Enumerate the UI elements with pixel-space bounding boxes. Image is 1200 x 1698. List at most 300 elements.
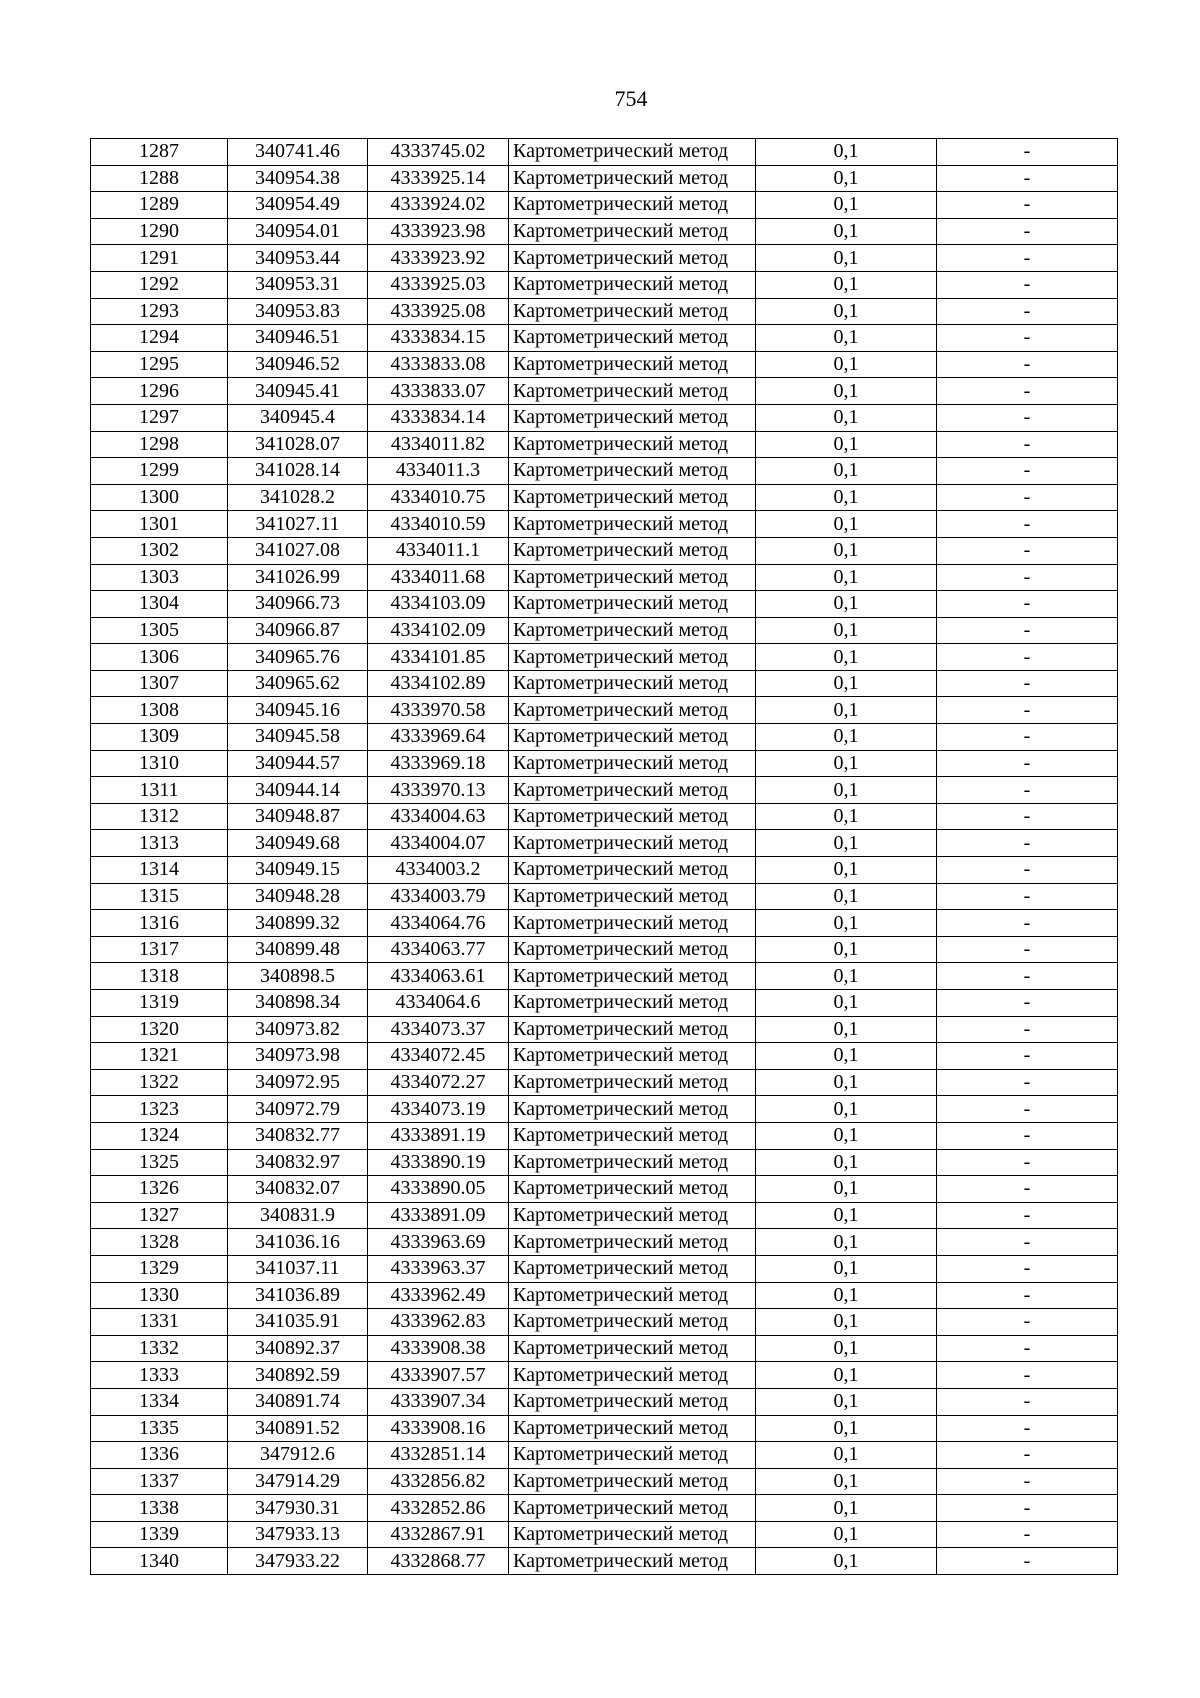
method-cell: Картометрический метод: [509, 218, 756, 245]
point-number-cell: 1289: [91, 192, 228, 219]
accuracy-cell: 0,1: [756, 1335, 937, 1362]
y-coordinate-cell: 4333891.09: [368, 1202, 509, 1229]
y-coordinate-cell: 4333907.34: [368, 1388, 509, 1415]
point-number-cell: 1298: [91, 431, 228, 458]
x-coordinate-cell: 341037.11: [228, 1255, 368, 1282]
accuracy-cell: 0,1: [756, 1202, 937, 1229]
description-cell: -: [937, 298, 1118, 325]
accuracy-cell: 0,1: [756, 404, 937, 431]
x-coordinate-cell: 340965.76: [228, 644, 368, 671]
x-coordinate-cell: 340953.44: [228, 245, 368, 272]
accuracy-cell: 0,1: [756, 777, 937, 804]
accuracy-cell: 0,1: [756, 431, 937, 458]
table-row: [91, 990, 1118, 1017]
y-coordinate-cell: 4333924.02: [368, 192, 509, 219]
accuracy-cell: 0,1: [756, 1149, 937, 1176]
point-number-cell: 1305: [91, 617, 228, 644]
point-number-cell: 1319: [91, 990, 228, 1017]
accuracy-cell: 0,1: [756, 1521, 937, 1548]
y-coordinate-cell: 4334072.45: [368, 1043, 509, 1070]
accuracy-cell: 0,1: [756, 351, 937, 378]
x-coordinate-cell: 340832.77: [228, 1122, 368, 1149]
method-cell: Картометрический метод: [509, 1495, 756, 1522]
point-number-cell: 1301: [91, 511, 228, 538]
method-cell: Картометрический метод: [509, 644, 756, 671]
x-coordinate-cell: 347930.31: [228, 1495, 368, 1522]
accuracy-cell: 0,1: [756, 990, 937, 1017]
method-cell: Картометрический метод: [509, 1176, 756, 1203]
x-coordinate-cell: 341027.11: [228, 511, 368, 538]
method-cell: Картометрический метод: [509, 1282, 756, 1309]
x-coordinate-cell: 341036.16: [228, 1229, 368, 1256]
y-coordinate-cell: 4334003.2: [368, 857, 509, 884]
x-coordinate-cell: 341026.99: [228, 564, 368, 591]
x-coordinate-cell: 340965.62: [228, 670, 368, 697]
table-row: [91, 1442, 1118, 1469]
table-row: [91, 1202, 1118, 1229]
x-coordinate-cell: 347933.22: [228, 1548, 368, 1575]
description-cell: -: [937, 1495, 1118, 1522]
y-coordinate-cell: 4333962.49: [368, 1282, 509, 1309]
point-number-cell: 1313: [91, 830, 228, 857]
description-cell: -: [937, 1521, 1118, 1548]
x-coordinate-cell: 340949.15: [228, 857, 368, 884]
description-cell: -: [937, 1415, 1118, 1442]
description-cell: -: [937, 218, 1118, 245]
accuracy-cell: 0,1: [756, 458, 937, 485]
y-coordinate-cell: 4332856.82: [368, 1468, 509, 1495]
description-cell: -: [937, 1282, 1118, 1309]
table-row: [91, 1309, 1118, 1336]
table-row: [91, 1415, 1118, 1442]
x-coordinate-cell: 341028.2: [228, 484, 368, 511]
table-row: [91, 1388, 1118, 1415]
point-number-cell: 1307: [91, 670, 228, 697]
method-cell: Картометрический метод: [509, 1362, 756, 1389]
y-coordinate-cell: 4334063.61: [368, 963, 509, 990]
page-number: 754: [614, 86, 648, 111]
x-coordinate-cell: 340891.74: [228, 1388, 368, 1415]
table-row: [91, 697, 1118, 724]
accuracy-cell: 0,1: [756, 1176, 937, 1203]
description-cell: -: [937, 1229, 1118, 1256]
y-coordinate-cell: 4334102.89: [368, 670, 509, 697]
point-number-cell: 1296: [91, 378, 228, 405]
description-cell: -: [937, 139, 1118, 166]
accuracy-cell: 0,1: [756, 910, 937, 937]
table-row: [91, 1282, 1118, 1309]
method-cell: Картометрический метод: [509, 910, 756, 937]
point-number-cell: 1309: [91, 724, 228, 751]
point-number-cell: 1310: [91, 750, 228, 777]
y-coordinate-cell: 4333963.69: [368, 1229, 509, 1256]
table-row: [91, 1149, 1118, 1176]
point-number-cell: 1328: [91, 1229, 228, 1256]
accuracy-cell: 0,1: [756, 1069, 937, 1096]
accuracy-cell: 0,1: [756, 617, 937, 644]
table-row: [91, 165, 1118, 192]
y-coordinate-cell: 4333963.37: [368, 1255, 509, 1282]
point-number-cell: 1331: [91, 1309, 228, 1336]
description-cell: -: [937, 1255, 1118, 1282]
table-row: [91, 617, 1118, 644]
description-cell: -: [937, 644, 1118, 671]
point-number-cell: 1333: [91, 1362, 228, 1389]
y-coordinate-cell: 4334064.6: [368, 990, 509, 1017]
description-cell: -: [937, 165, 1118, 192]
x-coordinate-cell: 340944.14: [228, 777, 368, 804]
description-cell: -: [937, 484, 1118, 511]
point-number-cell: 1325: [91, 1149, 228, 1176]
method-cell: Картометрический метод: [509, 1468, 756, 1495]
accuracy-cell: 0,1: [756, 857, 937, 884]
accuracy-cell: 0,1: [756, 1442, 937, 1469]
description-cell: -: [937, 1096, 1118, 1123]
method-cell: Картометрический метод: [509, 192, 756, 219]
accuracy-cell: 0,1: [756, 1468, 937, 1495]
point-number-cell: 1287: [91, 139, 228, 166]
accuracy-cell: 0,1: [756, 511, 937, 538]
table-row: [91, 857, 1118, 884]
table-row: [91, 378, 1118, 405]
description-cell: -: [937, 431, 1118, 458]
table-row: [91, 803, 1118, 830]
table-row: [91, 830, 1118, 857]
table-row: [91, 1548, 1118, 1575]
description-cell: -: [937, 936, 1118, 963]
x-coordinate-cell: 340898.34: [228, 990, 368, 1017]
table-row: [91, 1495, 1118, 1522]
method-cell: Картометрический метод: [509, 564, 756, 591]
point-number-cell: 1304: [91, 591, 228, 618]
description-cell: -: [937, 458, 1118, 485]
description-cell: -: [937, 1202, 1118, 1229]
y-coordinate-cell: 4333745.02: [368, 139, 509, 166]
x-coordinate-cell: 340892.37: [228, 1335, 368, 1362]
description-cell: -: [937, 1043, 1118, 1070]
x-coordinate-cell: 340945.41: [228, 378, 368, 405]
y-coordinate-cell: 4333908.38: [368, 1335, 509, 1362]
method-cell: Картометрический метод: [509, 511, 756, 538]
x-coordinate-cell: 341028.14: [228, 458, 368, 485]
y-coordinate-cell: 4333923.98: [368, 218, 509, 245]
method-cell: Картометрический метод: [509, 777, 756, 804]
point-number-cell: 1334: [91, 1388, 228, 1415]
y-coordinate-cell: 4334011.3: [368, 458, 509, 485]
method-cell: Картометрический метод: [509, 325, 756, 352]
method-cell: Картометрический метод: [509, 1069, 756, 1096]
point-number-cell: 1295: [91, 351, 228, 378]
method-cell: Картометрический метод: [509, 1122, 756, 1149]
description-cell: -: [937, 1309, 1118, 1336]
description-cell: -: [937, 617, 1118, 644]
point-number-cell: 1299: [91, 458, 228, 485]
y-coordinate-cell: 4333923.92: [368, 245, 509, 272]
method-cell: Картометрический метод: [509, 298, 756, 325]
table-row: [91, 404, 1118, 431]
x-coordinate-cell: 341028.07: [228, 431, 368, 458]
accuracy-cell: 0,1: [756, 591, 937, 618]
accuracy-cell: 0,1: [756, 139, 937, 166]
point-number-cell: 1312: [91, 803, 228, 830]
method-cell: Картометрический метод: [509, 431, 756, 458]
y-coordinate-cell: 4334102.09: [368, 617, 509, 644]
x-coordinate-cell: 340831.9: [228, 1202, 368, 1229]
x-coordinate-cell: 340946.52: [228, 351, 368, 378]
y-coordinate-cell: 4333925.08: [368, 298, 509, 325]
description-cell: -: [937, 1176, 1118, 1203]
description-cell: -: [937, 1388, 1118, 1415]
x-coordinate-cell: 340954.01: [228, 218, 368, 245]
accuracy-cell: 0,1: [756, 484, 937, 511]
accuracy-cell: 0,1: [756, 298, 937, 325]
y-coordinate-cell: 4334010.75: [368, 484, 509, 511]
accuracy-cell: 0,1: [756, 830, 937, 857]
method-cell: Картометрический метод: [509, 404, 756, 431]
x-coordinate-cell: 340832.07: [228, 1176, 368, 1203]
x-coordinate-cell: 341027.08: [228, 537, 368, 564]
y-coordinate-cell: 4332852.86: [368, 1495, 509, 1522]
point-number-cell: 1321: [91, 1043, 228, 1070]
x-coordinate-cell: 347914.29: [228, 1468, 368, 1495]
table-row: [91, 883, 1118, 910]
description-cell: -: [937, 724, 1118, 751]
description-cell: -: [937, 325, 1118, 352]
y-coordinate-cell: 4333970.58: [368, 697, 509, 724]
point-number-cell: 1326: [91, 1176, 228, 1203]
y-coordinate-cell: 4333890.19: [368, 1149, 509, 1176]
x-coordinate-cell: 340948.28: [228, 883, 368, 910]
method-cell: Картометрический метод: [509, 1149, 756, 1176]
y-coordinate-cell: 4334063.77: [368, 936, 509, 963]
point-number-cell: 1324: [91, 1122, 228, 1149]
x-coordinate-cell: 347912.6: [228, 1442, 368, 1469]
table-row: [91, 1255, 1118, 1282]
accuracy-cell: 0,1: [756, 192, 937, 219]
point-number-cell: 1340: [91, 1548, 228, 1575]
description-cell: -: [937, 271, 1118, 298]
method-cell: Картометрический метод: [509, 378, 756, 405]
y-coordinate-cell: 4333834.14: [368, 404, 509, 431]
x-coordinate-cell: 340954.38: [228, 165, 368, 192]
x-coordinate-cell: 340899.48: [228, 936, 368, 963]
y-coordinate-cell: 4332867.91: [368, 1521, 509, 1548]
method-cell: Картометрический метод: [509, 990, 756, 1017]
accuracy-cell: 0,1: [756, 724, 937, 751]
accuracy-cell: 0,1: [756, 670, 937, 697]
accuracy-cell: 0,1: [756, 378, 937, 405]
method-cell: Картометрический метод: [509, 271, 756, 298]
method-cell: Картометрический метод: [509, 936, 756, 963]
point-number-cell: 1292: [91, 271, 228, 298]
point-number-cell: 1330: [91, 1282, 228, 1309]
description-cell: -: [937, 1442, 1118, 1469]
y-coordinate-cell: 4333833.07: [368, 378, 509, 405]
x-coordinate-cell: 340966.87: [228, 617, 368, 644]
accuracy-cell: 0,1: [756, 963, 937, 990]
method-cell: Картометрический метод: [509, 591, 756, 618]
y-coordinate-cell: 4332851.14: [368, 1442, 509, 1469]
table-row: [91, 1043, 1118, 1070]
method-cell: Картометрический метод: [509, 1415, 756, 1442]
x-coordinate-cell: 340892.59: [228, 1362, 368, 1389]
description-cell: -: [937, 857, 1118, 884]
x-coordinate-cell: 340972.95: [228, 1069, 368, 1096]
y-coordinate-cell: 4334003.79: [368, 883, 509, 910]
y-coordinate-cell: 4333834.15: [368, 325, 509, 352]
method-cell: Картометрический метод: [509, 1521, 756, 1548]
description-cell: -: [937, 1468, 1118, 1495]
description-cell: -: [937, 697, 1118, 724]
description-cell: -: [937, 1122, 1118, 1149]
y-coordinate-cell: 4334073.37: [368, 1016, 509, 1043]
x-coordinate-cell: 340966.73: [228, 591, 368, 618]
accuracy-cell: 0,1: [756, 883, 937, 910]
y-coordinate-cell: 4333962.83: [368, 1309, 509, 1336]
method-cell: Картометрический метод: [509, 697, 756, 724]
point-number-cell: 1288: [91, 165, 228, 192]
description-cell: -: [937, 404, 1118, 431]
x-coordinate-cell: 340891.52: [228, 1415, 368, 1442]
accuracy-cell: 0,1: [756, 564, 937, 591]
table-row: [91, 936, 1118, 963]
method-cell: Картометрический метод: [509, 1388, 756, 1415]
y-coordinate-cell: 4334064.76: [368, 910, 509, 937]
table-row: [91, 724, 1118, 751]
method-cell: Картометрический метод: [509, 857, 756, 884]
description-cell: -: [937, 1149, 1118, 1176]
description-cell: -: [937, 910, 1118, 937]
y-coordinate-cell: 4333970.13: [368, 777, 509, 804]
table-row: [91, 1229, 1118, 1256]
description-cell: -: [937, 777, 1118, 804]
point-number-cell: 1335: [91, 1415, 228, 1442]
description-cell: -: [937, 1335, 1118, 1362]
method-cell: Картометрический метод: [509, 1309, 756, 1336]
point-number-cell: 1320: [91, 1016, 228, 1043]
description-cell: -: [937, 537, 1118, 564]
table-row: [91, 1096, 1118, 1123]
description-cell: -: [937, 670, 1118, 697]
y-coordinate-cell: 4334073.19: [368, 1096, 509, 1123]
method-cell: Картометрический метод: [509, 537, 756, 564]
accuracy-cell: 0,1: [756, 644, 937, 671]
accuracy-cell: 0,1: [756, 803, 937, 830]
description-cell: -: [937, 564, 1118, 591]
point-number-cell: 1336: [91, 1442, 228, 1469]
x-coordinate-cell: 340973.98: [228, 1043, 368, 1070]
method-cell: Картометрический метод: [509, 245, 756, 272]
point-number-cell: 1311: [91, 777, 228, 804]
point-number-cell: 1300: [91, 484, 228, 511]
table-row: [91, 670, 1118, 697]
accuracy-cell: 0,1: [756, 245, 937, 272]
point-number-cell: 1291: [91, 245, 228, 272]
point-number-cell: 1323: [91, 1096, 228, 1123]
accuracy-cell: 0,1: [756, 1388, 937, 1415]
accuracy-cell: 0,1: [756, 1415, 937, 1442]
table-row: [91, 591, 1118, 618]
x-coordinate-cell: 340972.79: [228, 1096, 368, 1123]
point-number-cell: 1306: [91, 644, 228, 671]
point-number-cell: 1318: [91, 963, 228, 990]
point-number-cell: 1332: [91, 1335, 228, 1362]
y-coordinate-cell: 4333891.19: [368, 1122, 509, 1149]
table-row: [91, 750, 1118, 777]
y-coordinate-cell: 4334011.68: [368, 564, 509, 591]
accuracy-cell: 0,1: [756, 165, 937, 192]
description-cell: -: [937, 1016, 1118, 1043]
table-row: [91, 777, 1118, 804]
x-coordinate-cell: 340832.97: [228, 1149, 368, 1176]
description-cell: -: [937, 883, 1118, 910]
accuracy-cell: 0,1: [756, 1122, 937, 1149]
method-cell: Картометрический метод: [509, 830, 756, 857]
method-cell: Картометрический метод: [509, 1202, 756, 1229]
table-row: [91, 245, 1118, 272]
accuracy-cell: 0,1: [756, 271, 937, 298]
x-coordinate-cell: 340953.83: [228, 298, 368, 325]
y-coordinate-cell: 4334010.59: [368, 511, 509, 538]
point-number-cell: 1339: [91, 1521, 228, 1548]
table-row: [91, 271, 1118, 298]
x-coordinate-cell: 340946.51: [228, 325, 368, 352]
y-coordinate-cell: 4334004.07: [368, 830, 509, 857]
table-row: [91, 1176, 1118, 1203]
method-cell: Картометрический метод: [509, 1442, 756, 1469]
y-coordinate-cell: 4333907.57: [368, 1362, 509, 1389]
method-cell: Картометрический метод: [509, 670, 756, 697]
x-coordinate-cell: 340898.5: [228, 963, 368, 990]
accuracy-cell: 0,1: [756, 1309, 937, 1336]
y-coordinate-cell: 4334011.82: [368, 431, 509, 458]
accuracy-cell: 0,1: [756, 750, 937, 777]
method-cell: Картометрический метод: [509, 883, 756, 910]
point-number-cell: 1316: [91, 910, 228, 937]
accuracy-cell: 0,1: [756, 1043, 937, 1070]
y-coordinate-cell: 4333969.64: [368, 724, 509, 751]
y-coordinate-cell: 4332868.77: [368, 1548, 509, 1575]
y-coordinate-cell: 4334004.63: [368, 803, 509, 830]
point-number-cell: 1293: [91, 298, 228, 325]
description-cell: -: [937, 511, 1118, 538]
point-number-cell: 1317: [91, 936, 228, 963]
table-row: [91, 1016, 1118, 1043]
point-number-cell: 1315: [91, 883, 228, 910]
table-row: [91, 139, 1118, 166]
method-cell: Картометрический метод: [509, 1335, 756, 1362]
accuracy-cell: 0,1: [756, 1229, 937, 1256]
table-row: [91, 1468, 1118, 1495]
accuracy-cell: 0,1: [756, 218, 937, 245]
table-row: [91, 218, 1118, 245]
table-row: [91, 431, 1118, 458]
table-row: [91, 1362, 1118, 1389]
table-row: [91, 910, 1118, 937]
x-coordinate-cell: 341035.91: [228, 1309, 368, 1336]
table-row: [91, 484, 1118, 511]
method-cell: Картометрический метод: [509, 484, 756, 511]
table-row: [91, 351, 1118, 378]
description-cell: -: [937, 990, 1118, 1017]
point-number-cell: 1314: [91, 857, 228, 884]
description-cell: -: [937, 591, 1118, 618]
point-number-cell: 1337: [91, 1468, 228, 1495]
y-coordinate-cell: 4333833.08: [368, 351, 509, 378]
method-cell: Картометрический метод: [509, 458, 756, 485]
method-cell: Картометрический метод: [509, 724, 756, 751]
y-coordinate-cell: 4334011.1: [368, 537, 509, 564]
